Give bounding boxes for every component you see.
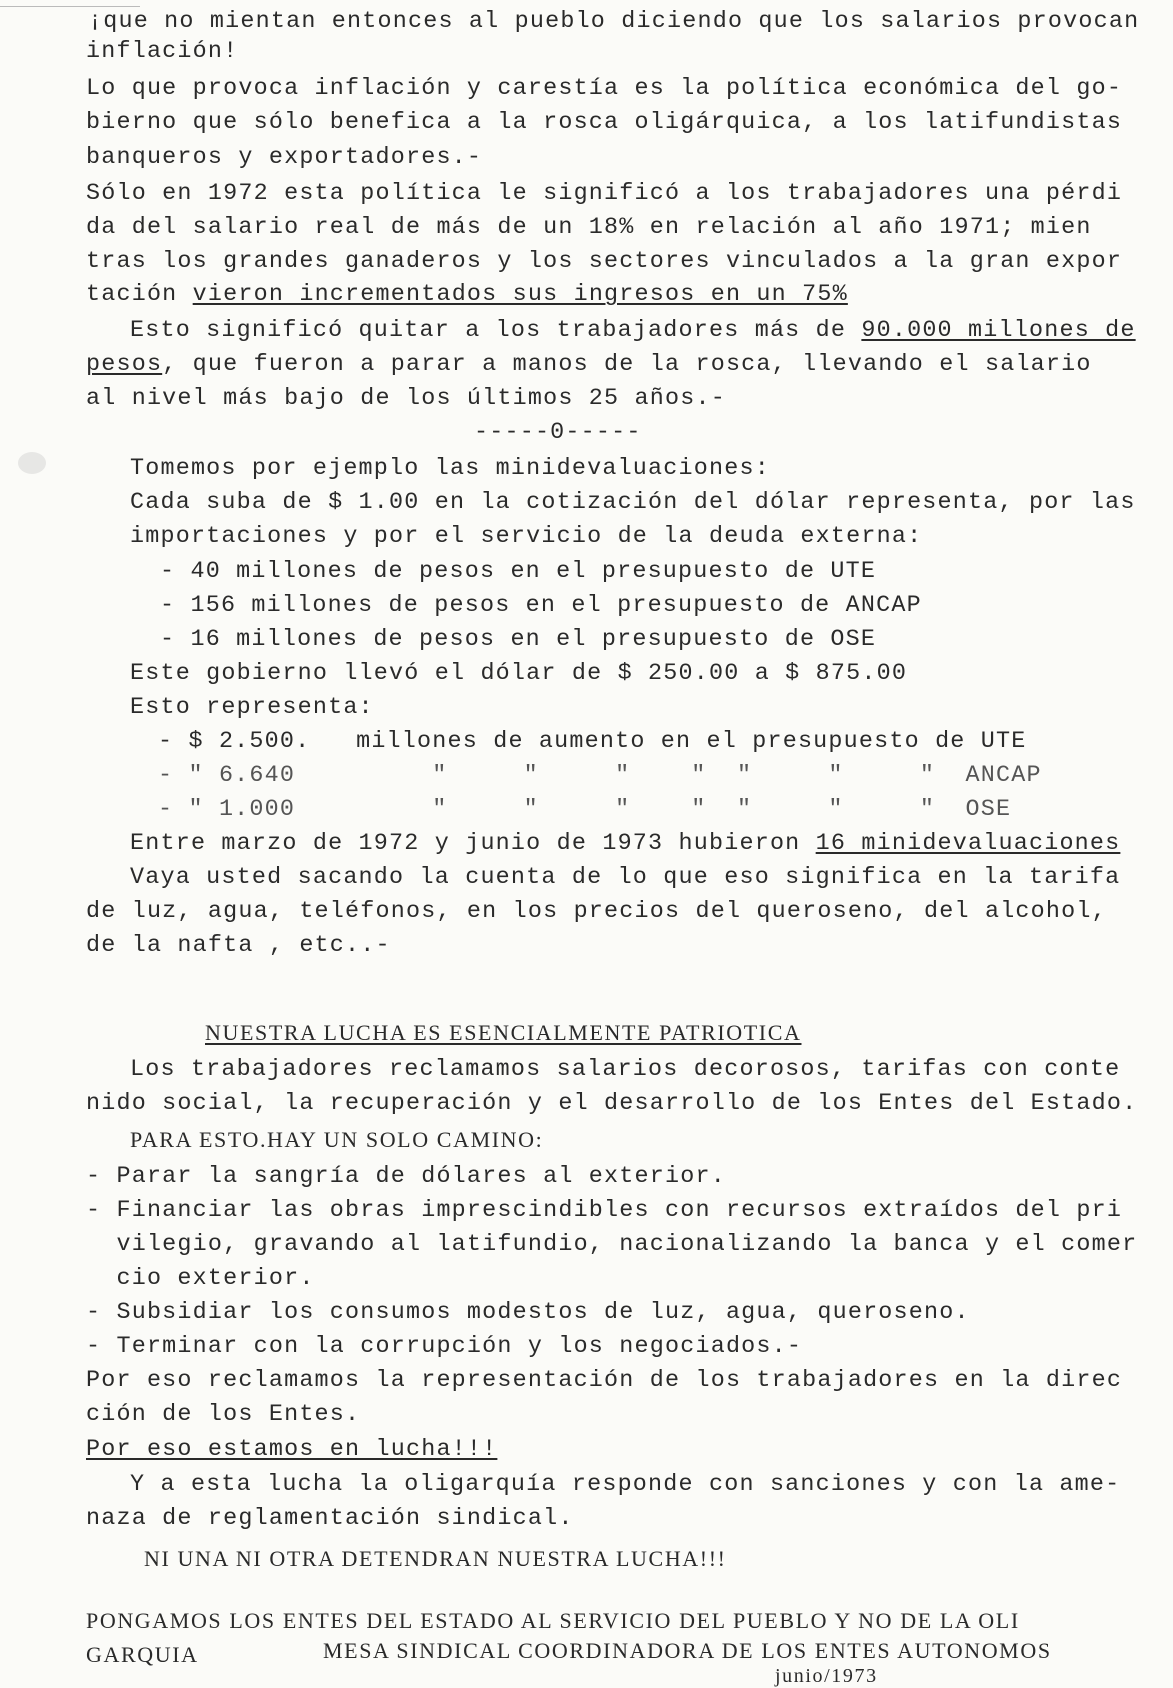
text-line: ¡que no mientan entonces al pueblo diciendo que los salarios provocan — [88, 9, 1140, 35]
underlined-text: pesos — [86, 352, 163, 378]
list-item: - Parar la sangría de dólares al exterior. — [86, 1164, 726, 1190]
text-line — [130, 316, 1136, 346]
text-line: de la nafta , etc..- — [86, 933, 391, 959]
budget-row: - " 1.000 " " " " " " " OSE — [158, 797, 1012, 823]
text-line — [86, 280, 848, 310]
text-line: da del salario real de más de un 18% en relación al año 1971; mien — [86, 215, 1092, 241]
text-fragment: , que fueron a parar a manos de la rosca, llevando el salario — [162, 352, 1092, 378]
list-item: vilegio, gravando al latifundio, nacionalizando la banca y el comer — [86, 1232, 1138, 1258]
text-line: Sólo en 1972 esta política le significó a los trabajadores una pérdi — [86, 181, 1123, 207]
text-fragment: Entre marzo de 1972 y junio de 1973 hubieron — [130, 831, 816, 857]
list-item: - Subsidiar los consumos modestos de luz, agua, queroseno. — [86, 1300, 970, 1326]
text-line: Vaya usted sacando la cuenta de lo que eso significa en la tarifa — [130, 865, 1121, 891]
text-line: Por eso reclamamos la representación de los trabajadores en la direc — [86, 1368, 1123, 1394]
text-line: Los trabajadores reclamamos salarios decorosos, tarifas con conte — [130, 1057, 1121, 1083]
text-line: banqueros y exportadores.- — [86, 145, 483, 171]
underlined-text: vieron incrementados sus ingresos en un 75% — [192, 282, 848, 308]
text-line: importaciones y por el servicio de la deuda externa: — [130, 524, 923, 550]
budget-row: - $ 2.500. millones de aumento en el presupuesto de UTE — [158, 729, 1027, 755]
subheading: PARA ESTO.HAY UN SOLO CAMINO: — [130, 1127, 544, 1152]
section-heading: NUESTRA LUCHA ES ESENCIALMENTE PATRIOTICA — [205, 1020, 802, 1045]
list-item: - 156 millones de pesos en el presupuesto de ANCAP — [160, 593, 922, 619]
text-line: bierno que sólo benefica a la rosca oligárquica, a los latifundistas — [86, 110, 1123, 136]
text-line: Este gobierno llevó el dólar de $ 250.00 a $ 875.00 — [130, 661, 908, 687]
underlined-text: 16 minidevaluaciones — [815, 831, 1121, 857]
text-line: al nivel más bajo de los últimos 25 años.- — [86, 386, 726, 412]
closing-slogan: NI UNA NI OTRA DETENDRAN NUESTRA LUCHA!!! — [144, 1546, 727, 1571]
text-line: ción de los Entes. — [86, 1402, 361, 1428]
text-line: Y a esta lucha la oligarquía responde con sanciones y con la ame- — [130, 1472, 1121, 1498]
text-fragment: Esto significó quitar a los trabajadores más de — [130, 318, 862, 344]
footer-date: junio/1973 — [775, 1665, 878, 1687]
text-line: Esto representa: — [130, 695, 374, 721]
signature-organization: MESA SINDICAL COORDINADORA DE LOS ENTES AUTONOMOS — [323, 1638, 1052, 1663]
text-line: naza de reglamentación sindical. — [86, 1506, 574, 1532]
budget-row: - " 6.640 " " " " " " " ANCAP — [158, 763, 1042, 789]
text-line: Lo que provoca inflación y carestía es la política económica del go- — [86, 76, 1123, 102]
footer-line: GARQUIA — [86, 1642, 199, 1667]
text-line: Cada suba de $ 1.00 en la cotización del dólar representa, por las — [130, 490, 1136, 516]
text-line: de luz, agua, teléfonos, en los precios del queroseno, del alcohol, — [86, 899, 1107, 925]
footer-line: PONGAMOS LOS ENTES DEL ESTADO AL SERVICIO DEL PUEBLO Y NO DE LA OLI — [86, 1608, 1020, 1633]
list-item: - Financiar las obras imprescindibles con recursos extraídos del pri — [86, 1198, 1123, 1224]
underlined-text: 90.000 millones de — [861, 318, 1136, 344]
text-line — [130, 829, 1120, 859]
section-separator: -----0----- — [474, 420, 642, 446]
list-item: - Terminar con la corrupción y los negociados.- — [86, 1334, 803, 1360]
underlined-text: Por eso estamos en lucha!!! — [86, 1437, 498, 1463]
text-line — [86, 350, 1092, 380]
paper-smudge — [18, 452, 46, 474]
list-item: - 16 millones de pesos en el presupuesto de OSE — [160, 627, 877, 653]
text-line: Tomemos por ejemplo las minidevaluaciones: — [130, 456, 770, 482]
list-item: - 40 millones de pesos en el presupuesto de UTE — [160, 559, 877, 585]
text-line: nido social, la recuperación y el desarrollo de los Entes del Estado. — [86, 1091, 1138, 1117]
text-line: inflación! — [86, 39, 239, 65]
text-line: tras los grandes ganaderos y los sectores vinculados a la gran expor — [86, 249, 1123, 275]
list-item: cio exterior. — [86, 1266, 315, 1292]
text-fragment: tación — [86, 282, 193, 308]
